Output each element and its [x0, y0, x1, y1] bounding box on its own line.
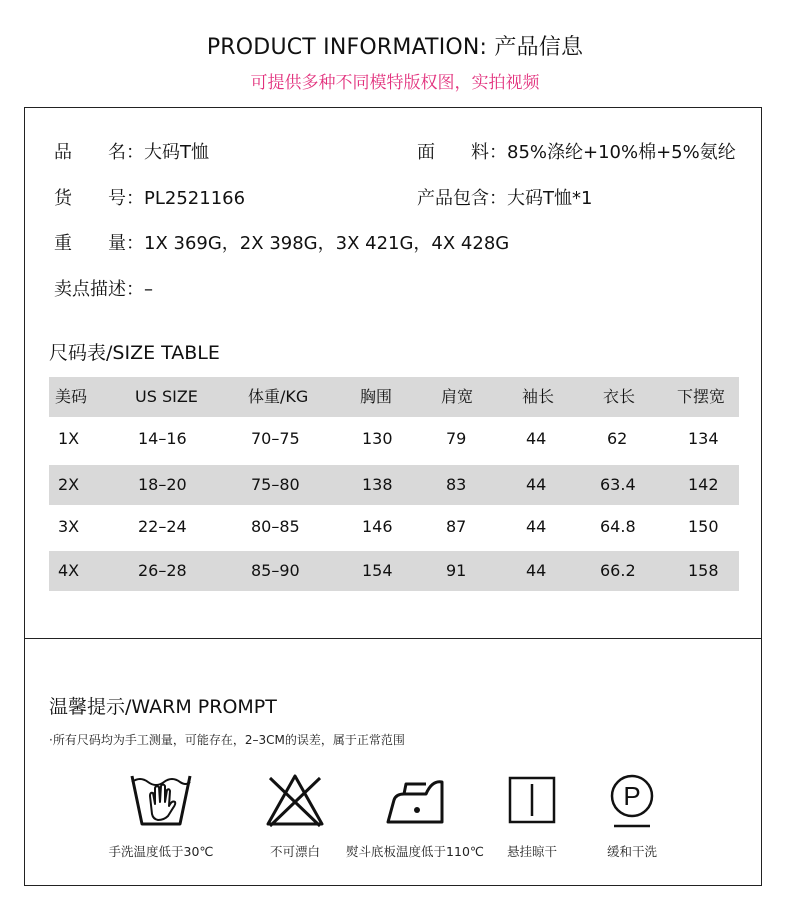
- table-cell: 158: [688, 561, 719, 580]
- page-title: PRODUCT INFORMATION: 产品信息: [206, 35, 584, 60]
- header-cell: 体重/KG: [248, 387, 309, 406]
- page-subtitle: 可提供多种不同模特版权图，实拍视频: [250, 73, 540, 93]
- table-cell: 1X: [58, 429, 80, 448]
- table-cell: 26–28: [138, 561, 187, 580]
- weight-label: 重 量：: [54, 233, 144, 254]
- table-cell: 154: [362, 561, 393, 580]
- table-cell: 80–85: [251, 517, 300, 536]
- hang-dry-label: 悬挂晾干: [506, 844, 557, 859]
- table-cell: 22–24: [138, 517, 187, 536]
- no-bleach-label: 不可漂白: [269, 844, 320, 859]
- name-value: 大码T恤: [144, 142, 209, 163]
- material-value: 85%涤纶+10%棉+5%氨纶: [507, 142, 736, 163]
- table-header-row: [49, 377, 739, 417]
- table-cell: 2X: [58, 475, 80, 494]
- table-row: [49, 507, 739, 547]
- selling-label: 卖点描述：: [54, 279, 144, 300]
- table-cell: 138: [362, 475, 393, 494]
- material-label: 面 料：: [417, 142, 507, 163]
- header-cell: 下摆宽: [677, 387, 726, 406]
- table-cell: 18–20: [138, 475, 187, 494]
- care-dry-clean: [557, 770, 707, 859]
- info-row-item-no: [54, 184, 245, 210]
- hand-wash-label: 手洗温度低于30℃: [108, 844, 214, 859]
- table-row: [49, 419, 739, 459]
- table-cell: 62: [607, 429, 628, 448]
- table-cell: 130: [362, 429, 393, 448]
- package-label: 产品包含：: [417, 188, 507, 209]
- hand-wash-icon: [128, 770, 194, 830]
- header-cell: 衣长: [603, 387, 636, 406]
- iron-icon: [380, 770, 450, 830]
- table-cell: 146: [362, 517, 393, 536]
- table-cell: 142: [688, 475, 719, 494]
- table-row: [49, 551, 739, 591]
- table-cell: 4X: [58, 561, 80, 580]
- table-cell: 85–90: [251, 561, 300, 580]
- table-cell: 91: [446, 561, 467, 580]
- table-cell: 83: [446, 475, 467, 494]
- size-table-title: 尺码表/SIZE TABLE: [49, 342, 220, 364]
- no-bleach-icon: [262, 770, 328, 830]
- name-label: 品 名：: [54, 142, 144, 163]
- table-cell: 150: [688, 517, 719, 536]
- table-cell: 75–80: [251, 475, 300, 494]
- table-cell: 44: [526, 517, 547, 536]
- item-no-label: 货 号：: [54, 188, 144, 209]
- hang-dry-icon: [502, 770, 562, 830]
- table-cell: 79: [446, 429, 467, 448]
- info-row-material: [417, 138, 736, 164]
- table-cell: 44: [526, 561, 547, 580]
- selling-value: –: [144, 279, 153, 300]
- info-row-package: [417, 184, 592, 210]
- weight-value: 1X 369G，2X 398G，3X 421G，4X 428G: [144, 233, 510, 254]
- table-cell: 70–75: [251, 429, 300, 448]
- header-cell: 肩宽: [441, 387, 474, 406]
- table-cell: 44: [526, 429, 547, 448]
- care-hand-wash: [86, 770, 236, 859]
- warm-prompt-title: 温馨提示/WARM PROMPT: [49, 696, 277, 718]
- header-cell: 袖长: [522, 387, 555, 406]
- dry-clean-label: 缓和干洗: [606, 844, 657, 859]
- table-cell: 87: [446, 517, 467, 536]
- package-value: 大码T恤*1: [507, 188, 593, 209]
- measurement-note: ·所有尺码均为手工测量，可能存在，2–3CM的误差，属于正常范围: [49, 733, 405, 747]
- header-cell: 美码: [55, 387, 88, 406]
- table-cell: 63.4: [600, 475, 636, 494]
- table-row: [49, 465, 739, 505]
- section-divider: [24, 638, 762, 639]
- info-row-selling: [54, 275, 153, 301]
- table-cell: 44: [526, 475, 547, 494]
- info-row-name: [54, 138, 209, 164]
- table-cell: 134: [688, 429, 719, 448]
- header-cell: US SIZE: [135, 387, 198, 406]
- table-cell: 66.2: [600, 561, 636, 580]
- item-no-value: PL2521166: [144, 188, 246, 209]
- header-cell: 胸围: [360, 387, 393, 406]
- dry-clean-icon: [602, 770, 662, 834]
- info-row-weight: [54, 229, 509, 255]
- table-cell: 64.8: [600, 517, 636, 536]
- table-cell: 3X: [58, 517, 80, 536]
- iron-label: 熨斗底板温度低于110℃: [346, 844, 484, 859]
- table-cell: 14–16: [138, 429, 187, 448]
- dry-clean-symbol: P: [623, 781, 641, 811]
